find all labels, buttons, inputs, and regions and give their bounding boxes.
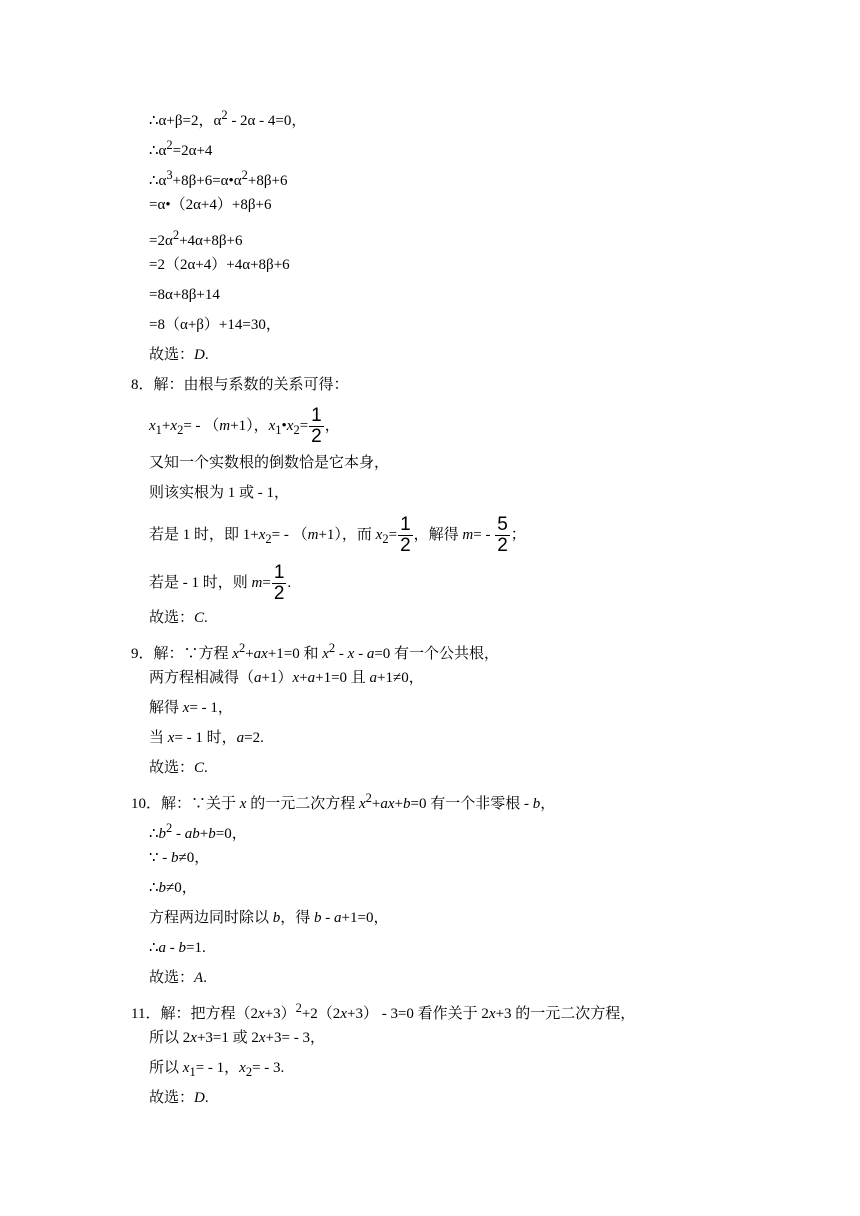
q8-heading: 8．解：由根与系数的关系可得： — [131, 377, 349, 393]
line-7: =8α+8β+14 — [149, 287, 220, 303]
q9-line-2: 解得 x= - 1， — [149, 700, 233, 716]
fraction-five-half: $\frac{5}{2}$ — [497, 514, 508, 557]
q10-answer: 故选：A. — [149, 970, 207, 986]
line-5: $=2\alpha^2+4\alpha+8\beta+6$ — [149, 228, 243, 249]
fraction-one-half: $\frac{1}{2}$ — [400, 514, 411, 557]
line-6: =2（2α+4）+4α+8β+6 — [149, 257, 290, 273]
q10-line-2: ∵ - b≠0， — [149, 850, 210, 866]
q11-heading: 11．解：把方程$(2x+3)^2+2(2x+3) - 3=0$ 看作关于 2x+3 的一元二次方程， — [131, 1001, 636, 1022]
q8-line-2: 又知一个实数根的倒数恰是它本身， — [149, 455, 390, 471]
q8-answer: 故选：C. — [149, 610, 208, 626]
line-4: =α•（2α+4）+8β+6 — [149, 197, 272, 213]
fraction-one-half: $\frac{1}{2}$ — [311, 405, 322, 448]
line-1: ∴α+β=2，$\alpha^2 - 2\alpha - 4=0$， — [149, 108, 307, 129]
q9-line-3: 当 x= - 1 时，a=2. — [149, 730, 264, 746]
line-8: =8（α+β）+14=30， — [149, 317, 281, 333]
q10-line-4: 方程两边同时除以 b，得 b - a+1=0， — [149, 910, 389, 926]
line-9: 故选：D. — [149, 347, 209, 363]
q9-line-1: 两方程相减得（a+1）x+a+1=0 且 a+1≠0， — [149, 670, 424, 686]
q11-line-1: 所以 2x+3=1 或 2x+3= - 3， — [149, 1030, 325, 1046]
q10-line-5: ∴a - b=1. — [149, 940, 206, 956]
q10-line-1: $\therefore b^2 - ab+b=0$， — [149, 821, 247, 842]
line-3: $\therefore\alpha^3+8\beta+6=\alpha•\alpha^2+8\beta+6$ — [149, 168, 288, 189]
q9-heading: 9．解：∵方程 $x^2+ax+1=0$ 和 $x^2 - x - a=0$ 有一个公共根， — [131, 641, 500, 662]
q8-line-3: 则该实根为 1 或 - 1， — [149, 485, 289, 501]
q9-answer: 故选：C. — [149, 760, 208, 776]
q11-line-2: 所以 $x_1= - 1$，$x_2= - 3$. — [149, 1060, 285, 1079]
fraction-one-half: $\frac{1}{2}$ — [273, 562, 285, 605]
q10-heading: 10．解：∵关于 x 的一元二次方程 $x^2+ax+b=0$ 有一个非零根 - b， — [131, 791, 556, 812]
q8-line-1: $x_1+x_2= - (m+1)$，$x_1•x_2=$ $\frac{1}{2}$ ， — [149, 405, 340, 448]
q10-line-3: ∴b≠0， — [149, 880, 197, 896]
q8-line-4: 若是 1 时，即 $1+x_2= - (m+1)$，而 $x_2=$ $\frac{1}{2}$ ，解得 m= - $\frac{5}{2}$ ； — [149, 514, 526, 557]
line-2: $\therefore\alpha^2=2\alpha+4$ — [149, 138, 213, 159]
q11-answer: 故选：D. — [149, 1090, 209, 1106]
q8-line-5: 若是 - 1 时，则 m= $\frac{1}{2}$ . — [149, 562, 292, 605]
